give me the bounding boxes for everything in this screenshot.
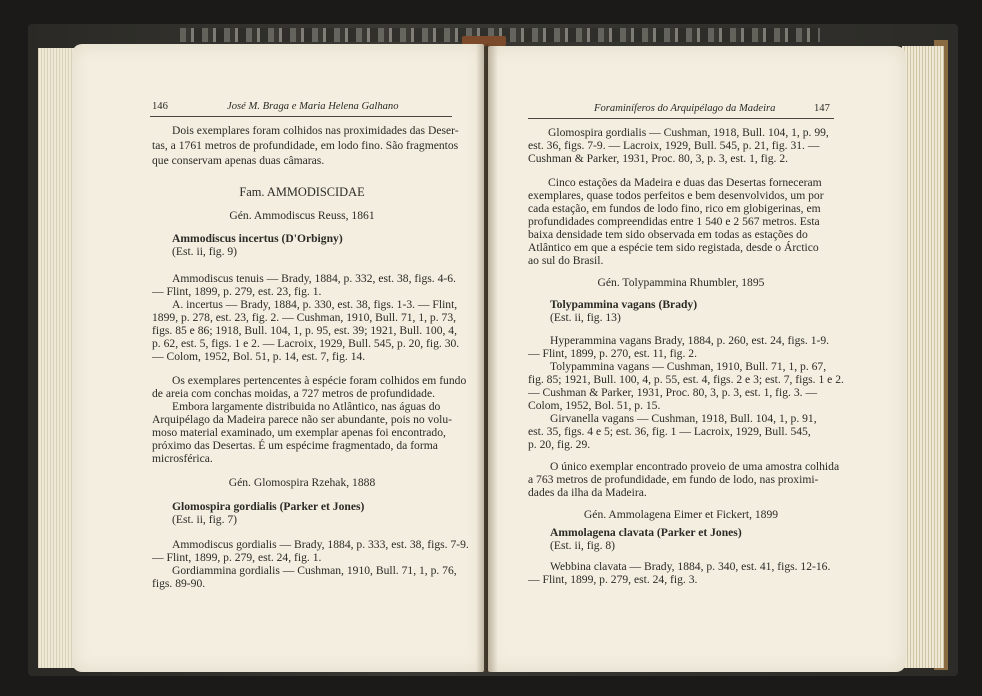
right-page-edges — [902, 46, 944, 668]
body-line: cada estação, em fundos de lodo fino, rico em globigerinas, em — [528, 202, 821, 215]
body-line: Os exemplares pertencentes à espécie foram colhidos em fundo — [172, 374, 467, 387]
synonymy-line: 1899, p. 278, est. 23, fig. 2. — Cushman, 1910, Bull. 71, 1, p. 73, — [152, 311, 457, 324]
body-line: Arquipélago da Madeira parece não ser abundante, pois no volu- — [152, 413, 453, 426]
body-line: baixa densidade tem sido observada em todas as estações do — [528, 228, 808, 241]
family-heading: Fam. AMMODISCIDAE — [239, 185, 365, 199]
running-head-left: José M. Braga e Maria Helena Galhano — [227, 101, 399, 112]
plate-reference: (Est. ii, fig. 8) — [550, 539, 616, 552]
synonymy-line: Ammodiscus gordialis — Brady, 1884, p. 333, est. 38, figs. 7-9. — [172, 538, 469, 551]
body-line: microsférica. — [152, 452, 213, 465]
body-line: a 763 metros de profundidade, em fundo de lodo, nas proximi- — [528, 473, 819, 486]
synonymy-line: Ammodiscus tenuis — Brady, 1884, p. 332, est. 38, figs. 4-6. — [172, 272, 456, 285]
genus-heading: Gén. Tolypammina Rhumbler, 1895 — [597, 276, 765, 289]
genus-heading: Gén. Glomospira Rzehak, 1888 — [228, 476, 376, 489]
body-line: Cinco estações da Madeira e duas das Desertas forneceram — [548, 176, 822, 189]
page-number-left: 146 — [152, 101, 168, 112]
genus-heading: Gén. Ammodiscus Reuss, 1861 — [229, 209, 375, 222]
species-heading: Ammolagena clavata (Parker et Jones) — [550, 526, 742, 539]
synonymy-line: est. 36, figs. 7-9. — Lacroix, 1929, Bull. 545, p. 21, fig. 31. — — [528, 139, 820, 152]
synonymy-line: Glomospira gordialis — Cushman, 1918, Bull. 104, 1, p. 99, — [548, 126, 829, 139]
synonymy-line: — Flint, 1899, p. 270, est. 11, fig. 2. — [528, 347, 697, 360]
species-heading: Glomospira gordialis (Parker et Jones) — [172, 500, 365, 513]
body-line: Embora largamente distribuida no Atlântico, nas águas do — [172, 400, 441, 413]
synonymy-line: — Cushman & Parker, 1931, Proc. 80, 3, p. 3, est. 1, fig. 3. — — [528, 386, 818, 399]
plate-reference: (Est. ii, fig. 9) — [172, 245, 238, 258]
synonymy-line: est. 35, figs. 4 e 5; est. 36, fig. 1 — Lacroix, 1929, Bull. 545, — [528, 425, 811, 438]
body-line: ao sul do Brasil. — [528, 254, 604, 267]
left-page — [72, 44, 484, 672]
body-line: Atlântico em que a espécie tem sido registada, desde o Árctico — [528, 241, 819, 254]
synonymy-line: p. 20, fig. 29. — [528, 438, 591, 451]
synonymy-line: figs. 85 e 86; 1918, Bull. 104, 1, p. 95, est. 39; 1921, Bull. 100, 4, — [152, 324, 457, 337]
body-line: tas, a 1761 metros de profundidade, em lodo fino. São fragmentos — [152, 139, 459, 152]
synonymy-line: — Colom, 1952, Bol. 51, p. 14, est. 7, fig. 14. — [152, 350, 366, 363]
header-rule-left — [150, 116, 452, 117]
body-line: exemplares, quase todos perfeitos e bem desenvolvidos, um por — [528, 189, 824, 202]
body-line: moso material examinado, um exemplar apenas foi encontrado, — [152, 426, 446, 439]
header-rule-right — [528, 118, 834, 119]
synonymy-line: fig. 85; 1921, Bull. 100, 4, p. 55, est. 4, figs. 2 e 3; est. 7, figs. 1 e 2. — [528, 373, 844, 386]
synonymy-line: Colom, 1952, Bol. 51, p. 15. — [528, 399, 661, 412]
body-line: O único exemplar encontrado proveio de uma amostra colhida — [550, 460, 840, 473]
species-heading: Tolypammina vagans (Brady) — [550, 298, 698, 311]
right-page — [488, 46, 906, 672]
page-number-right: 147 — [814, 103, 830, 114]
synonymy-line: Tolypammina vagans — Cushman, 1910, Bull. 71, 1, p. 67, — [550, 360, 827, 373]
synonymy-line: p. 62, est. 5, figs. 1 e 2. — Lacroix, 1929, Bull. 545, p. 20, fig. 30. — [152, 337, 460, 350]
running-head-right: Foraminíferos do Arquipélago da Madeira — [594, 103, 776, 114]
species-heading: Ammodiscus incertus (D'Orbigny) — [172, 232, 343, 245]
synonymy-line: — Flint, 1899, p. 279, est. 23, fig. 1. — [152, 285, 322, 298]
body-line: próximo das Desertas. É um espécime fragmentado, da forma — [152, 439, 438, 452]
synonymy-line: Hyperammina vagans Brady, 1884, p. 260, est. 24, figs. 1-9. — [550, 334, 830, 347]
synonymy-line: — Flint, 1899, p. 279, est. 24, fig. 3. — [528, 573, 698, 586]
body-line: profundidades compreendidas entre 1 540 e 2 567 metros. Esta — [528, 215, 820, 228]
plate-reference: (Est. ii, fig. 13) — [550, 311, 621, 324]
book-gutter — [476, 44, 498, 672]
synonymy-line: A. incertus — Brady, 1884, p. 330, est. 38, figs. 1-3. — Flint, — [172, 298, 458, 311]
synonymy-line: Cushman & Parker, 1931, Proc. 80, 3, p. 3, est. 1, fig. 2. — [528, 152, 789, 165]
synonymy-line: figs. 89-90. — [152, 577, 206, 590]
synonymy-line: Webbina clavata — Brady, 1884, p. 340, est. 41, figs. 12-16. — [550, 560, 831, 573]
genus-heading: Gén. Ammolagena Eimer et Fickert, 1899 — [583, 508, 779, 521]
body-line: de areia com conchas moidas, a 727 metros de profundidade. — [152, 387, 435, 400]
body-line: dades da ilha da Madeira. — [528, 486, 647, 499]
synonymy-line: — Flint, 1899, p. 279, est. 24, fig. 1. — [152, 551, 322, 564]
synonymy-line: Girvanella vagans — Cushman, 1918, Bull. 104, 1, p. 91, — [550, 412, 817, 425]
plate-reference: (Est. ii, fig. 7) — [172, 513, 238, 526]
synonymy-line: Gordiammina gordialis — Cushman, 1910, Bull. 71, 1, p. 76, — [172, 564, 457, 577]
body-line: Dois exemplares foram colhidos nas proximidades das Deser- — [172, 124, 459, 137]
body-line: que conservam apenas duas câmaras. — [152, 154, 325, 167]
